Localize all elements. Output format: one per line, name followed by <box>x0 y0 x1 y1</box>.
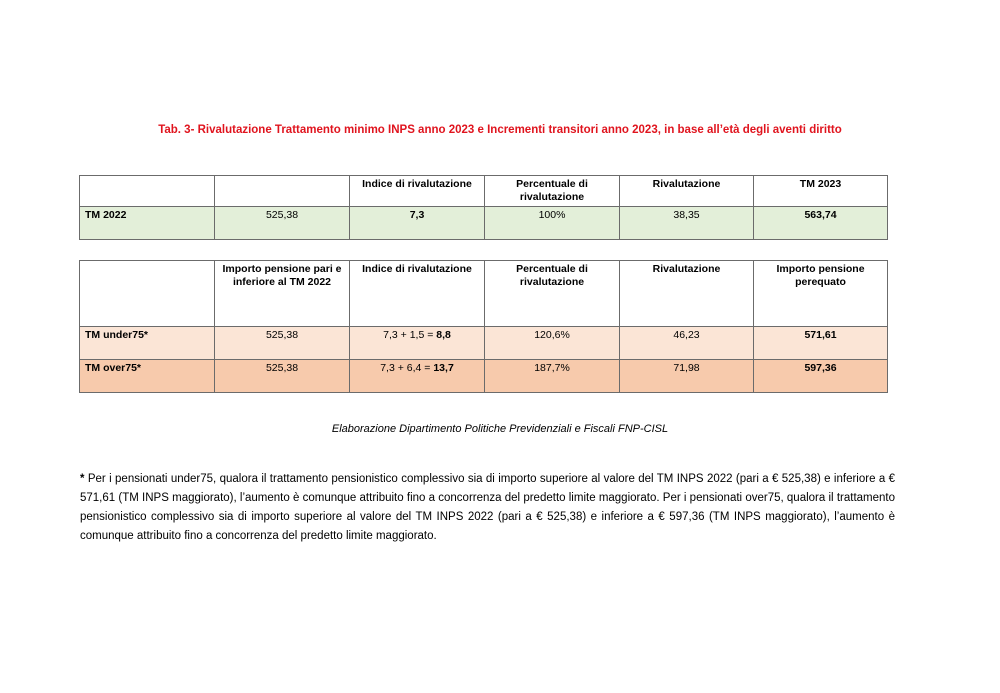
indice-cell <box>350 327 485 360</box>
under-over-75-table <box>79 260 888 393</box>
header-cell: Rivalutazione <box>620 176 754 207</box>
importo-cell: 525,38 <box>215 327 350 360</box>
header-cell: Indice di rivalutazione <box>350 176 485 207</box>
indice-formula: 7,3 + 1,5 = <box>383 329 437 341</box>
header-cell: Percentuale di rivalutazione <box>485 176 620 207</box>
table-row <box>80 327 888 360</box>
header-cell: Importo pensione perequato <box>754 261 888 327</box>
header-cell: Rivalutazione <box>620 261 754 327</box>
table-row <box>80 207 888 240</box>
table-title: Tab. 3- Rivalutazione Trattamento minimo INPS anno 2023 e Incrementi transitori anno 2023, in base all’età degli aventi diritto <box>158 124 842 136</box>
indice-cell: 7,3 <box>350 207 485 240</box>
importo-cell: 525,38 <box>215 360 350 393</box>
perequato-cell: 571,61 <box>754 327 888 360</box>
rivalutazione-cell: 71,98 <box>620 360 754 393</box>
indice-formula: 7,3 + 6,4 = <box>380 362 434 374</box>
tm-2023-cell: 563,74 <box>754 207 888 240</box>
footnote-text: Per i pensionati under75, qualora il trattamento pensionistico complessivo sia di importo superiore al valore del TM INPS 2022 (pari a € 525,38) e inferiore a € 571,61 (TM INPS maggiorato), l’aumento è comunque attribuito fino a concorrenza del predetto limite maggiorato. Per i pensionati over75, qualora il trattamento pensionistico complessivo sia di importo superiore al valore del TM INPS 2022 (pari a € 525,38) e inferiore a € 597,36 (TM INPS maggiorato), l’aumento è comunque attribuito fino a concorrenza del predetto limite maggiorato. <box>80 473 895 542</box>
footnote-marker: * <box>80 473 85 485</box>
source-caption: Elaborazione Dipartimento Politiche Previdenziali e Fiscali FNP-CISL <box>331 423 669 435</box>
table-row <box>80 360 888 393</box>
indice-result: 13,7 <box>433 362 454 374</box>
importo-cell: 525,38 <box>215 207 350 240</box>
row-label: TM 2022 <box>80 207 215 240</box>
rivalutazione-cell: 46,23 <box>620 327 754 360</box>
header-cell: Importo pensione pari e inferiore al TM 2022 <box>215 261 350 327</box>
tm-2022-table <box>79 175 888 240</box>
table-header-row <box>80 176 888 207</box>
header-cell <box>80 261 215 327</box>
rivalutazione-cell: 38,35 <box>620 207 754 240</box>
table-header-row <box>80 261 888 327</box>
row-label: TM over75* <box>80 360 215 393</box>
header-cell: TM 2023 <box>754 176 888 207</box>
percentuale-cell: 187,7% <box>485 360 620 393</box>
percentuale-cell: 100% <box>485 207 620 240</box>
header-cell <box>80 176 215 207</box>
header-cell: Percentuale di rivalutazione <box>485 261 620 327</box>
percentuale-cell: 120,6% <box>485 327 620 360</box>
row-label: TM under75* <box>80 327 215 360</box>
header-cell <box>215 176 350 207</box>
footnote <box>80 470 895 546</box>
header-cell: Indice di rivalutazione <box>350 261 485 327</box>
indice-result: 8,8 <box>436 329 451 341</box>
indice-cell <box>350 360 485 393</box>
perequato-cell: 597,36 <box>754 360 888 393</box>
